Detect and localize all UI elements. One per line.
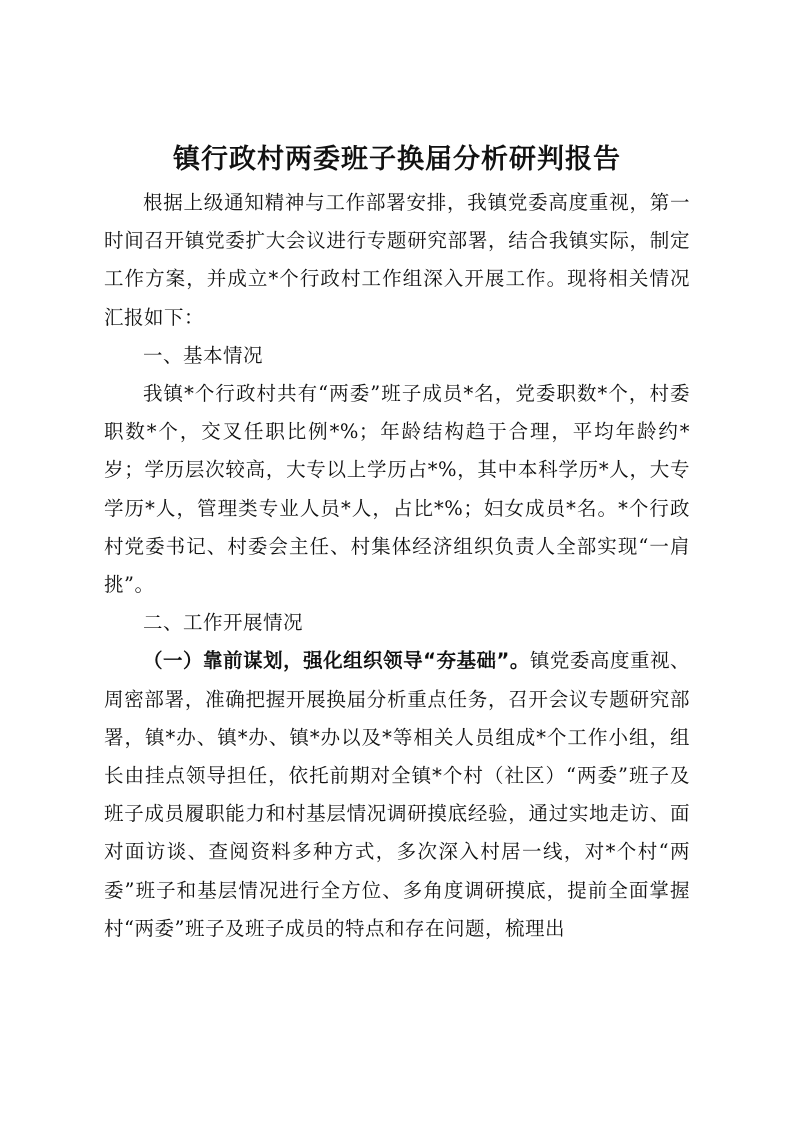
- section-2-heading: 二、工作开展情况: [143, 611, 304, 635]
- document-title: 镇行政村两委班子换届分析研判报告: [173, 144, 621, 175]
- section-2-sub-1-body: 镇党委高度重视、周密部署，准确把握开展换届分析重点任务，召开会议专题研究部署，镇*办、镇*办、镇*办以及*等相关人员组成*个工作小组，组长由挂点领导担任，依托前期对全镇*个村（社区）“两委”班子及班子成员履职能力和村基层情况调研摸底经验，通过实地走访、面对面访谈、查阅资料多种方式，多次深入村居一线，对*个村“两委”班子和基层情况进行全方位、多角度调研摸底，提前全面掌握村“两委”班子及班子成员的特点和存在问题，梳理出: [104, 649, 690, 940]
- section-1-paragraph: 我镇*个行政村共有“两委”班子成员*名，党委职数*个，村委职数*个，交叉任职比例*%；年龄结构趋于合理，平均年龄约*岁；学历层次较高，大专以上学历占*%，其中本科学历*人，大专学历*人，管理类专业人员*人，占比*%；妇女成员*名。*个行政村党委书记、村委会主任、村集体经济组织负责人全部实现“一肩挑”。: [104, 382, 690, 597]
- intro-paragraph: 根据上级通知精神与工作部署安排，我镇党委高度重视，第一时间召开镇党委扩大会议进行专题研究部署，结合我镇实际，制定工作方案，并成立*个行政村工作组深入开展工作。现将相关情况汇报如下：: [104, 191, 690, 329]
- document-page: [104, 140, 690, 948]
- section-2-sub-1-lead: （一）靠前谋划，强化组织领导“夯基础”。: [143, 649, 530, 673]
- section-2-sub-1-paragraph: [104, 642, 690, 948]
- section-1-heading: 一、基本情况: [143, 343, 264, 367]
